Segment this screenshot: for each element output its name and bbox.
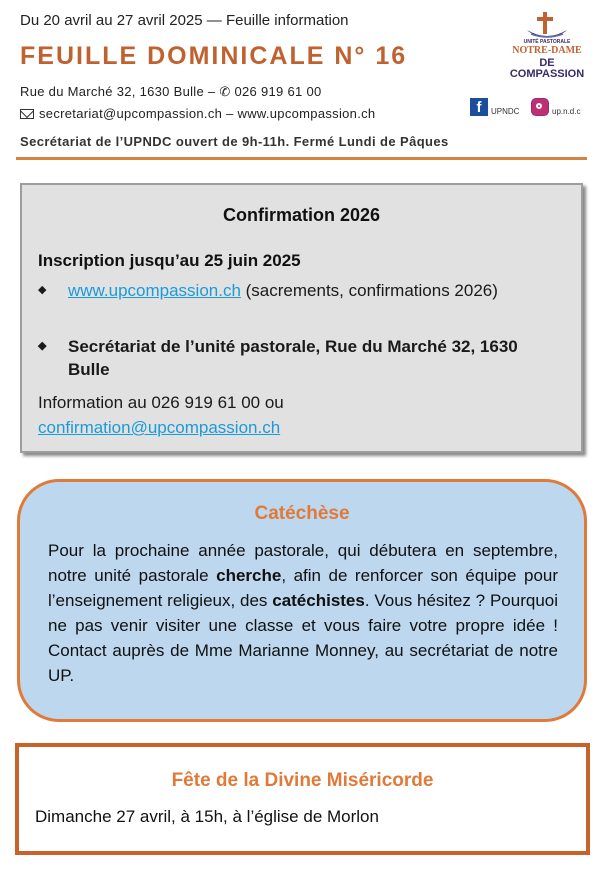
logo-line-1: UNITÉ PASTORALE bbox=[523, 39, 571, 45]
bullet-icon: ◆ bbox=[38, 340, 47, 352]
bullet-icon: ◆ bbox=[38, 284, 47, 296]
catechese-title: Catéchèse bbox=[254, 503, 350, 524]
email-link[interactable]: confirmation@upcompassion.ch bbox=[38, 418, 281, 437]
list-item bbox=[38, 279, 548, 302]
email-web-text[interactable]: secretariat@upcompassion.ch – www.upcompassion.ch bbox=[39, 106, 376, 121]
info-text: Information au 026 919 61 00 ou bbox=[38, 393, 284, 412]
catechese-text bbox=[48, 538, 558, 688]
facebook-label: UPNDC bbox=[491, 107, 520, 116]
page-title: FEUILLE DOMINICALE N° 16 bbox=[20, 42, 408, 70]
catechese-emphasis: catéchistes bbox=[272, 591, 365, 610]
bullet1-text: (sacrements, confirmations 2026) bbox=[240, 281, 498, 300]
facebook-icon: f bbox=[470, 98, 488, 116]
facebook-link[interactable] bbox=[470, 98, 519, 116]
header bbox=[0, 0, 613, 160]
info-block bbox=[38, 390, 284, 440]
contact-line bbox=[20, 106, 375, 121]
confirmation-title: Confirmation 2026 bbox=[222, 205, 381, 225]
fete-text: Dimanche 27 avril, à 15h, à l’église de Morlon bbox=[35, 807, 379, 826]
cross-boat-icon bbox=[505, 10, 589, 42]
envelope-icon bbox=[20, 109, 34, 119]
list-item bbox=[38, 335, 548, 381]
instagram-icon bbox=[531, 98, 549, 116]
fete-title: Fête de la Divine Miséricorde bbox=[171, 770, 434, 791]
fete-box bbox=[15, 743, 590, 855]
catechese-box bbox=[17, 479, 587, 722]
logo-line-3: DE COMPASSION bbox=[509, 57, 585, 80]
secretariat-hours: Secrétariat de l’UPNDC ouvert de 9h-11h. Fermé Lundi de Pâques bbox=[20, 134, 449, 149]
address-line: Rue du Marché 32, 1630 Bulle – ✆ 026 919 61 00 bbox=[20, 84, 322, 99]
logo-line-2: NOTRE-DAME bbox=[512, 45, 582, 56]
instagram-label: up.n.d.c bbox=[552, 107, 581, 116]
website-link[interactable]: www.upcompassion.ch bbox=[68, 281, 241, 300]
catechese-emphasis: cherche bbox=[216, 566, 282, 585]
header-divider bbox=[16, 157, 587, 160]
fete-box-inner bbox=[19, 747, 586, 851]
parish-logo bbox=[505, 10, 589, 86]
catechese-text-part: . Vous hésitez ? Pourquoi ne pas venir visiter une classe et vous faire votre propre idée ! Contact auprès de Mme Marianne Monney, au secrétariat de notre UP. bbox=[48, 591, 559, 685]
confirmation-box bbox=[20, 183, 583, 453]
catechese-text-part: , afin de renforcer son équipe pour l’enseignement religieux, des bbox=[48, 566, 559, 610]
inscription-deadline: Inscription jusqu’au 25 juin 2025 bbox=[38, 251, 301, 270]
catechese-text-part: Pour la prochaine année pastorale, qui débutera en septembre, notre unité pastorale bbox=[48, 541, 558, 585]
date-line: Du 20 avril au 27 avril 2025 — Feuille information bbox=[20, 12, 349, 29]
instagram-link[interactable] bbox=[531, 98, 580, 116]
bullet2-text: Secrétariat de l’unité pastorale, Rue du Marché 32, 1630 Bulle bbox=[68, 337, 518, 379]
